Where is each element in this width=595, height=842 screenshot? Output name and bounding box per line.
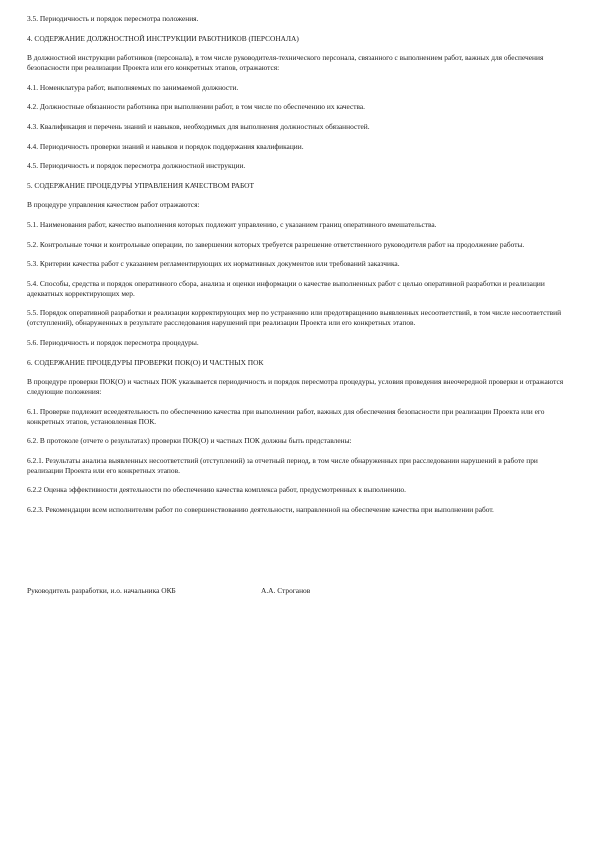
paragraph: 4.2. Должностные обязанности работника при выполнении работ, в том числе по обеспечению их качества.: [27, 102, 366, 112]
document-body: [27, 14, 572, 525]
signature-block: [27, 586, 572, 596]
paragraph: 4.4. Периодичность проверки знаний и навыков и порядок поддержания квалификации.: [27, 141, 304, 151]
paragraph: 5.6. Периодичность и порядок пересмотра процедуры.: [27, 337, 199, 347]
section-heading: 5. СОДЕРЖАНИЕ ПРОЦЕДУРЫ УПРАВЛЕНИЯ КАЧЕСТВОМ РАБОТ: [27, 180, 255, 190]
paragraph: 5.5. Порядок оперативной разработки и реализации корректирующих мер по устранению или предотвращению выявленных несоответствий, в том числе несоответствий (отступлений), обнаруженных в результате расследования нарушений при реализации Проекта или его конкретных этапов.: [27, 308, 562, 328]
signature-name: А.А. Строганов: [261, 586, 311, 595]
paragraph: 4.3. Квалификация и перечень знаний и навыков, необходимых для выполнения должностных обязанностей.: [27, 121, 370, 131]
section-heading: 6. СОДЕРЖАНИЕ ПРОЦЕДУРЫ ПРОВЕРКИ ПОК(О) И ЧАСТНЫХ ПОК: [27, 357, 264, 367]
paragraph: 6.2.2 Оценка эффективности деятельности по обеспечению качества комплекса работ, предусмотренных к выполнению.: [27, 485, 406, 495]
paragraph: 5.4. Способы, средства и порядок оперативного сбора, анализа и оценки информации о качестве выполненных работ с целью оперативной разработки и реализации адекватных корректирующих мер.: [27, 278, 545, 298]
paragraph: 5.2. Контрольные точки и контрольные операции, по завершении которых требуется разрешение ответственного руководителя работ на продолжение работы.: [27, 239, 525, 249]
paragraph: В процедуре управления качеством работ отражаются:: [27, 200, 200, 210]
paragraph: 5.1. Наименования работ, качество выполнения которых подлежит управлению, с указанием границ оперативного вмешательства.: [27, 219, 437, 229]
paragraph: 6.2.3. Рекомендации всем исполнителям работ по совершенствованию деятельности, направленной на обеспечение качества при выполнении работ.: [27, 505, 494, 515]
signature-position: Руководитель разработки, и.о. начальника ОКБ: [27, 586, 176, 595]
paragraph: 6.1. Проверке подлежит всеедеятельность по обеспечению качества при выполнении работ, важных для обеспечения безопасности при реализации Проекта или его конкретных этапов, установленная ПОК.: [27, 406, 545, 426]
paragraph: В должностной инструкции работников (персонала), в том числе руководителя-технического персонала, связанного с выполнением работ, важных для обеспечения безопасности при реализации Проекта или его конкретных этапов, отражаются:: [27, 53, 544, 73]
paragraph: В процедуре проверки ПОК(О) и частных ПОК указывается периодичность и порядок пересмотра процедуры, условия проведения внеочередной проверки и отражаются следующие положения:: [27, 377, 564, 397]
paragraph: 4.5. Периодичность и порядок пересмотра должностной инструкции.: [27, 161, 246, 171]
paragraph: 3.5. Периодичность и порядок пересмотра положения.: [27, 14, 199, 23]
paragraph: 4.1. Номенклатура работ, выполняемых по занимаемой должности.: [27, 82, 239, 92]
section-heading: 4. СОДЕРЖАНИЕ ДОЛЖНОСТНОЙ ИНСТРУКЦИИ РАБОТНИКОВ (ПЕРСОНАЛА): [27, 33, 299, 43]
paragraph: 5.3. Критерии качества работ с указанием регламентирующих их нормативных документов или требований заказчика.: [27, 259, 400, 269]
paragraph: 6.2. В протоколе (отчете о результатах) проверки ПОК(О) и частных ПОК должны быть представлены:: [27, 436, 352, 446]
paragraph: 6.2.1. Результаты анализа выявленных несоответствий (отступлений) за отчетный период, в том числе обнаруженных при расследовании нарушений в работе при реализации Проекта или его конкретных этапов.: [27, 455, 538, 475]
